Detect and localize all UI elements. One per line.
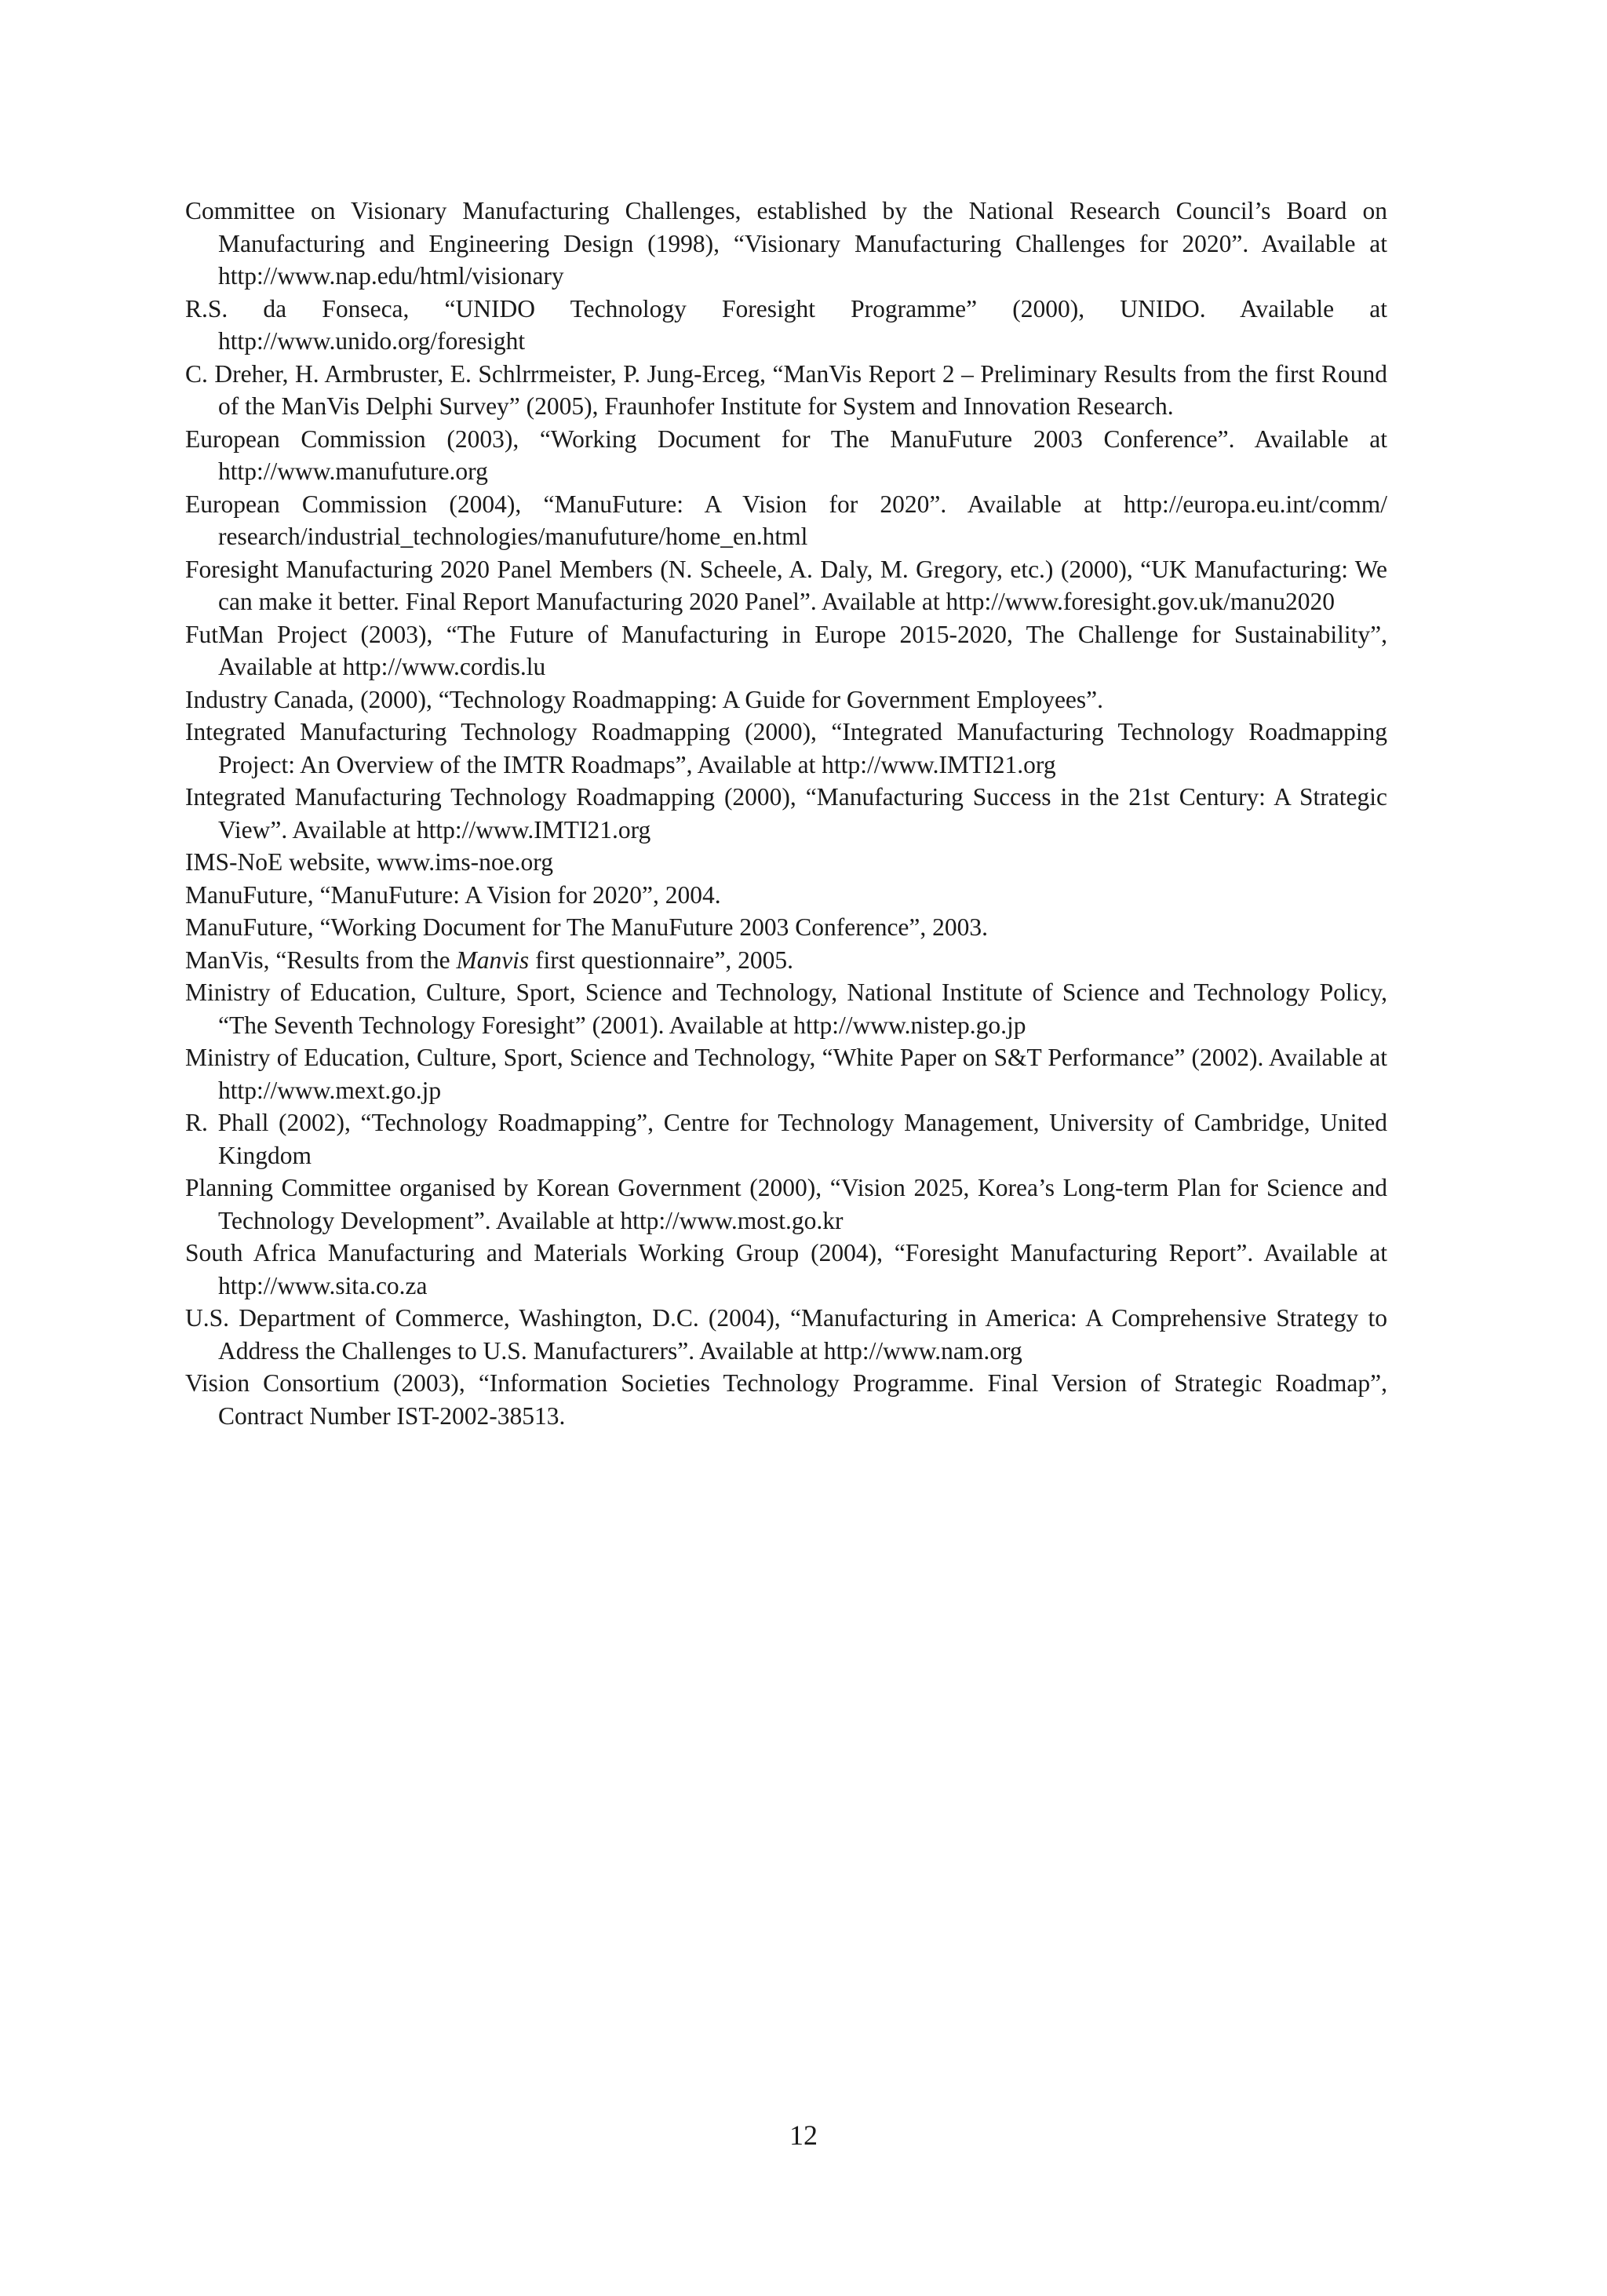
page-number: 12	[789, 2119, 818, 2151]
reference-list	[185, 195, 1387, 1432]
reference-text: first questionnaire”, 2005.	[529, 946, 793, 974]
reference-item: IMS-NoE website, www.ims-noe.org	[185, 848, 553, 876]
reference-item: Vision Consortium (2003), “Information Societies Technology Programme. Final Version of Strategic Roadmap”, Contract Number IST-2002-38513.	[185, 1369, 1387, 1430]
reference-item: Integrated Manufacturing Technology Roadmapping (2000), “Integrated Manufacturing Technology Roadmapping Project: An Overview of the IMTR Roadmaps”, Available at http://www.IMTI21.org	[185, 718, 1387, 778]
reference-italic-title: Manvis	[456, 946, 530, 974]
reference-item: R.S. da Fonseca, “UNIDO Technology Foresight Programme” (2000), UNIDO. Available at http://www.unido.org/foresight	[185, 294, 1387, 355]
reference-item: ManuFuture, “Working Document for The ManuFuture 2003 Conference”, 2003.	[185, 913, 989, 941]
reference-item: Integrated Manufacturing Technology Roadmapping (2000), “Manufacturing Success in the 21st Century: A Strategic View”. Available at http://www.IMTI21.org	[185, 783, 1387, 844]
reference-item: FutMan Project (2003), “The Future of Manufacturing in Europe 2015-2020, The Challenge for Sustainability”, Available at http://www.cordis.lu	[185, 620, 1387, 680]
reference-item: U.S. Department of Commerce, Washington, D.C. (2004), “Manufacturing in America: A Comprehensive Strategy to Address the Challenges to U.S. Manufacturers”. Available at http://www.nam.org	[185, 1304, 1387, 1365]
reference-text: ManVis, “Results from the	[185, 946, 457, 974]
reference-item: Ministry of Education, Culture, Sport, Science and Technology, “White Paper on S&T Performance” (2002). Available at http://www.mext.go.jp	[185, 1044, 1387, 1104]
reference-item: Foresight Manufacturing 2020 Panel Members (N. Scheele, A. Daly, M. Gregory, etc.) (2000), “UK Manufacturing: We can make it better. Final Report Manufacturing 2020 Panel”. Available at http://www.foresight.gov.uk/manu2020	[185, 555, 1387, 615]
reference-item: Industry Canada, (2000), “Technology Roadmapping: A Guide for Government Employees”.	[185, 685, 1104, 713]
reference-item: Ministry of Education, Culture, Sport, Science and Technology, National Institute of Science and Technology Policy, “The Seventh Technology Foresight” (2001). Available at http://www.nistep.go.jp	[185, 979, 1387, 1039]
reference-item: Committee on Visionary Manufacturing Challenges, established by the National Research Council’s Board on Manufacturing and Engineering Design (1998), “Visionary Manufacturing Challenges for 2020”. Available at http://www.nap.edu/html/visionary	[185, 197, 1387, 290]
reference-item	[185, 944, 1387, 977]
reference-item: South Africa Manufacturing and Materials Working Group (2004), “Foresight Manufacturing Report”. Available at http://www.sita.co.za	[185, 1239, 1387, 1299]
reference-item: ManuFuture, “ManuFuture: A Vision for 2020”, 2004.	[185, 880, 721, 909]
reference-item: Planning Committee organised by Korean Government (2000), “Vision 2025, Korea’s Long-term Plan for Science and Technology Development”. Available at http://www.most.go.kr	[185, 1174, 1387, 1234]
reference-item: C. Dreher, H. Armbruster, E. Schlrrmeister, P. Jung-Erceg, “ManVis Report 2 – Preliminary Results from the first Round of the ManVis Delphi Survey” (2005), Fraunhofer Institute for System and Innovation Research.	[185, 359, 1387, 420]
reference-item: European Commission (2004), “ManuFuture: A Vision for 2020”. Available at http://europa.eu.int/comm/ research/industrial_technologies/manufuture/home_en.html	[185, 490, 1387, 550]
reference-item: R. Phall (2002), “Technology Roadmapping”, Centre for Technology Management, University of Cambridge, United Kingdom	[185, 1109, 1387, 1169]
reference-item: European Commission (2003), “Working Document for The ManuFuture 2003 Conference”. Available at http://www.manufuture.org	[185, 425, 1387, 485]
